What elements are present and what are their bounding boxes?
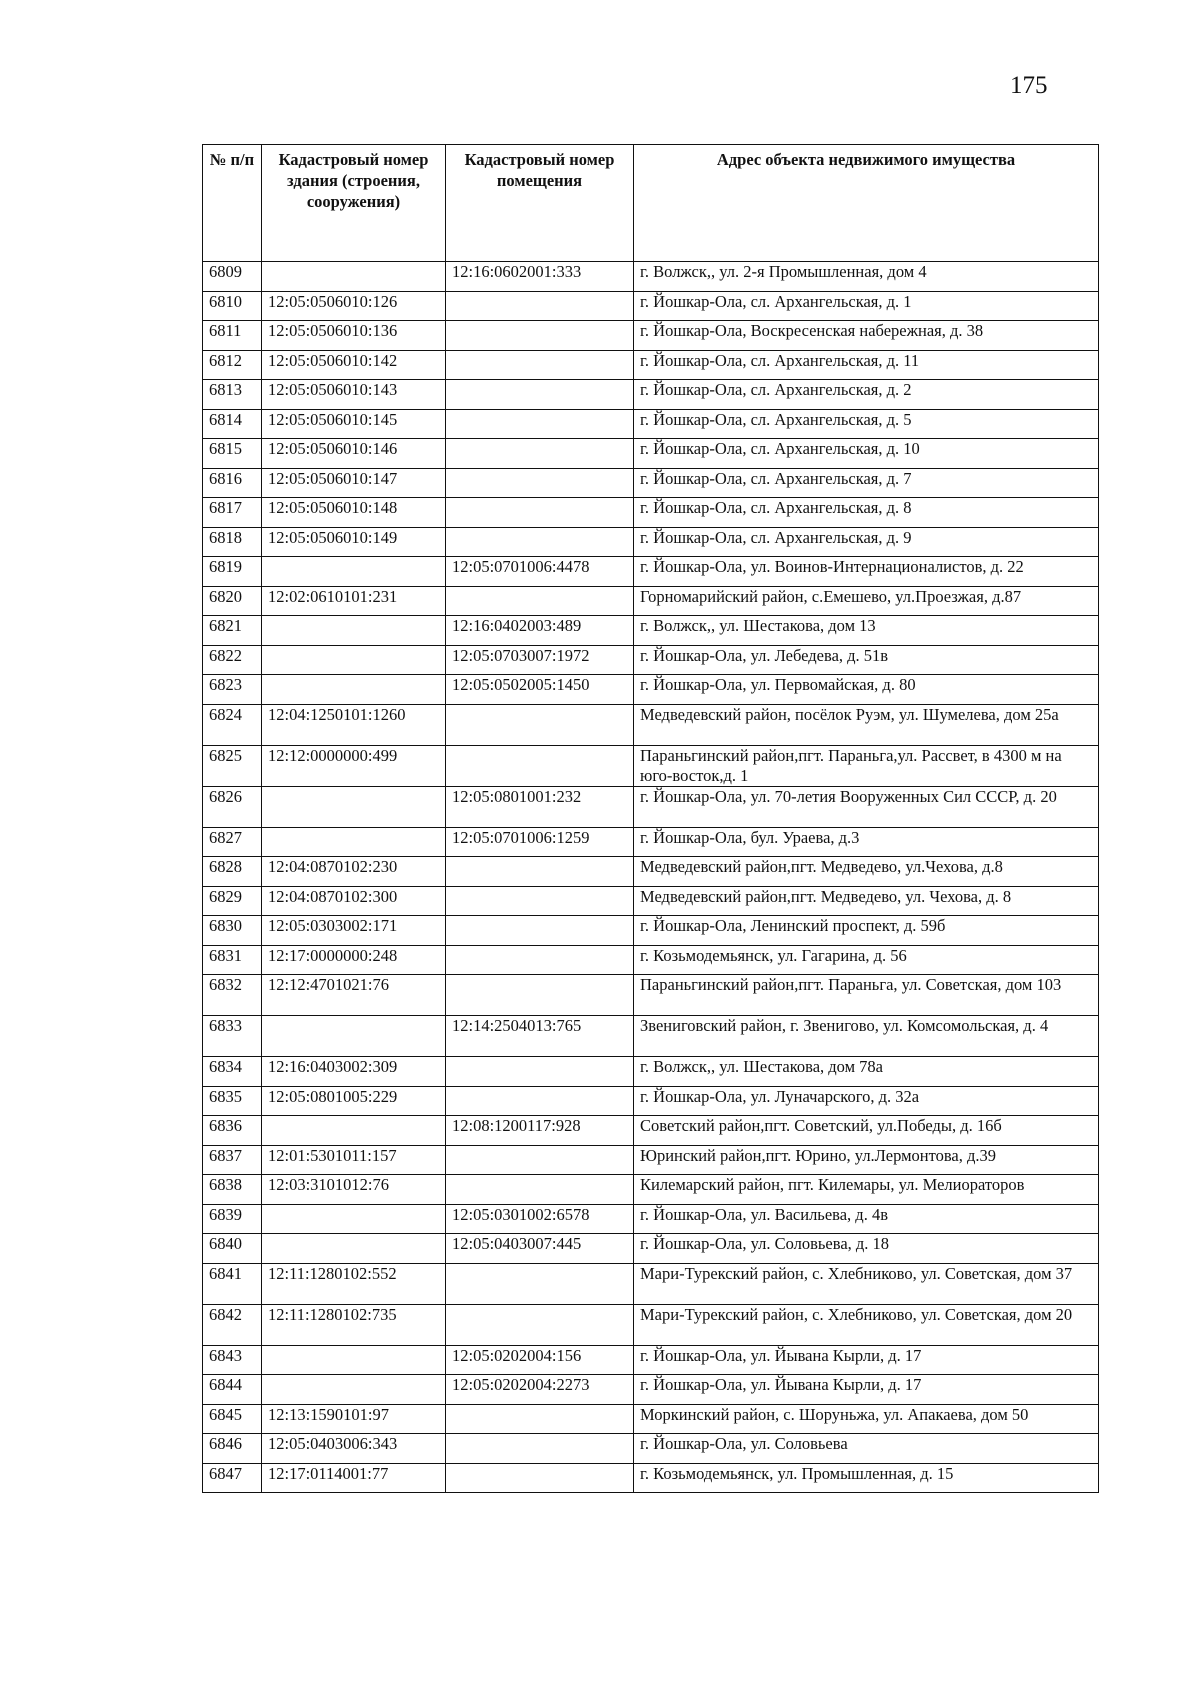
- premise-cadastral-number: 12:05:0301002:6578: [446, 1204, 634, 1234]
- row-number: 6829: [203, 886, 262, 916]
- row-number: 6834: [203, 1057, 262, 1087]
- building-cadastral-number: [262, 645, 446, 675]
- table-row: [203, 586, 1099, 616]
- premise-cadastral-number: 12:05:0701006:1259: [446, 827, 634, 857]
- property-address: г. Йошкар-Ола, ул. Лебедева, д. 51в: [634, 645, 1099, 675]
- row-number: 6847: [203, 1463, 262, 1493]
- building-cadastral-number: [262, 786, 446, 827]
- building-cadastral-number: [262, 1375, 446, 1405]
- premise-cadastral-number: [446, 291, 634, 321]
- table-row: [203, 886, 1099, 916]
- property-address: Мари-Турекский район, с. Хлебниково, ул. Советская, дом 37: [634, 1263, 1099, 1304]
- building-cadastral-number: 12:05:0506010:136: [262, 321, 446, 351]
- property-address: г. Йошкар-Ола, ул. Первомайская, д. 80: [634, 675, 1099, 705]
- premise-cadastral-number: 12:05:0701006:4478: [446, 557, 634, 587]
- premise-cadastral-number: [446, 1086, 634, 1116]
- property-address: Медведевский район, посёлок Руэм, ул. Шумелева, дом 25а: [634, 704, 1099, 745]
- premise-cadastral-number: [446, 1304, 634, 1345]
- building-cadastral-number: 12:05:0506010:148: [262, 498, 446, 528]
- premise-cadastral-number: 12:14:2504013:765: [446, 1016, 634, 1057]
- building-cadastral-number: [262, 1345, 446, 1375]
- property-address: Килемарский район, пгт. Килемары, ул. Мелиораторов: [634, 1175, 1099, 1205]
- row-number: 6833: [203, 1016, 262, 1057]
- premise-cadastral-number: [446, 975, 634, 1016]
- premise-cadastral-number: [446, 1434, 634, 1464]
- table-row: [203, 1204, 1099, 1234]
- property-address: г. Йошкар-Ола, сл. Архангельская, д. 9: [634, 527, 1099, 557]
- property-address: Мари-Турекский район, с. Хлебниково, ул. Советская, дом 20: [634, 1304, 1099, 1345]
- building-cadastral-number: 12:05:0506010:146: [262, 439, 446, 469]
- row-number: 6843: [203, 1345, 262, 1375]
- table-row: [203, 1404, 1099, 1434]
- premise-cadastral-number: [446, 745, 634, 786]
- premise-cadastral-number: 12:16:0402003:489: [446, 616, 634, 646]
- row-number: 6830: [203, 916, 262, 946]
- table-row: [203, 1263, 1099, 1304]
- row-number: 6818: [203, 527, 262, 557]
- table-header: [203, 145, 1099, 262]
- table-row: [203, 291, 1099, 321]
- row-number: 6828: [203, 857, 262, 887]
- row-number: 6840: [203, 1234, 262, 1264]
- building-cadastral-number: 12:17:0114001:77: [262, 1463, 446, 1493]
- table-row: [203, 468, 1099, 498]
- row-number: 6832: [203, 975, 262, 1016]
- table-row: [203, 1016, 1099, 1057]
- building-cadastral-number: 12:02:0610101:231: [262, 586, 446, 616]
- property-address: г. Йошкар-Ола, ул. Васильева, д. 4в: [634, 1204, 1099, 1234]
- property-address: г. Йошкар-Ола, сл. Архангельская, д. 8: [634, 498, 1099, 528]
- premise-cadastral-number: [446, 857, 634, 887]
- row-number: 6844: [203, 1375, 262, 1405]
- table-body: [203, 262, 1099, 1493]
- property-address: г. Йошкар-Ола, сл. Архангельская, д. 1: [634, 291, 1099, 321]
- table-row: [203, 827, 1099, 857]
- property-address: Звениговский район, г. Звенигово, ул. Комсомольская, д. 4: [634, 1016, 1099, 1057]
- building-cadastral-number: [262, 675, 446, 705]
- property-address: г. Козьмодемьянск, ул. Промышленная, д. 15: [634, 1463, 1099, 1493]
- building-cadastral-number: [262, 262, 446, 292]
- building-cadastral-number: 12:11:1280102:552: [262, 1263, 446, 1304]
- premise-cadastral-number: 12:16:0602001:333: [446, 262, 634, 292]
- row-number: 6846: [203, 1434, 262, 1464]
- row-number: 6831: [203, 945, 262, 975]
- table-row: [203, 916, 1099, 946]
- property-address: г. Йошкар-Ола, ул. 70-летия Вооруженных Сил СССР, д. 20: [634, 786, 1099, 827]
- property-address: Горномарийский район, с.Емешево, ул.Проезжая, д.87: [634, 586, 1099, 616]
- table-row: [203, 1463, 1099, 1493]
- row-number: 6838: [203, 1175, 262, 1205]
- table-row: [203, 527, 1099, 557]
- table-row: [203, 1116, 1099, 1146]
- building-cadastral-number: 12:03:3101012:76: [262, 1175, 446, 1205]
- property-address: г. Йошкар-Ола, бул. Ураева, д.3: [634, 827, 1099, 857]
- row-number: 6820: [203, 586, 262, 616]
- property-address: Моркинский район, с. Шоруньжа, ул. Апакаева, дом 50: [634, 1404, 1099, 1434]
- building-cadastral-number: 12:11:1280102:735: [262, 1304, 446, 1345]
- premise-cadastral-number: 12:05:0202004:156: [446, 1345, 634, 1375]
- premise-cadastral-number: [446, 1175, 634, 1205]
- building-cadastral-number: 12:05:0403006:343: [262, 1434, 446, 1464]
- row-number: 6845: [203, 1404, 262, 1434]
- building-cadastral-number: [262, 616, 446, 646]
- premise-cadastral-number: 12:05:0502005:1450: [446, 675, 634, 705]
- row-number: 6826: [203, 786, 262, 827]
- premise-cadastral-number: [446, 1145, 634, 1175]
- building-cadastral-number: 12:04:0870102:230: [262, 857, 446, 887]
- building-cadastral-number: 12:04:0870102:300: [262, 886, 446, 916]
- row-number: 6815: [203, 439, 262, 469]
- premise-cadastral-number: [446, 321, 634, 351]
- table-row: [203, 1057, 1099, 1087]
- table-row: [203, 350, 1099, 380]
- row-number: 6814: [203, 409, 262, 439]
- row-number: 6810: [203, 291, 262, 321]
- property-address: г. Йошкар-Ола, сл. Архангельская, д. 11: [634, 350, 1099, 380]
- building-cadastral-number: [262, 1116, 446, 1146]
- table-row: [203, 1375, 1099, 1405]
- premise-cadastral-number: 12:05:0703007:1972: [446, 645, 634, 675]
- premise-cadastral-number: [446, 945, 634, 975]
- building-cadastral-number: 12:05:0506010:145: [262, 409, 446, 439]
- table-row: [203, 409, 1099, 439]
- building-cadastral-number: [262, 1016, 446, 1057]
- building-cadastral-number: 12:05:0506010:147: [262, 468, 446, 498]
- table-row: [203, 704, 1099, 745]
- premise-cadastral-number: [446, 1463, 634, 1493]
- premise-cadastral-number: [446, 409, 634, 439]
- table-row: [203, 1086, 1099, 1116]
- property-address: г. Йошкар-Ола, сл. Архангельская, д. 7: [634, 468, 1099, 498]
- row-number: 6824: [203, 704, 262, 745]
- property-address: г. Йошкар-Ола, сл. Архангельская, д. 2: [634, 380, 1099, 410]
- header-number: № п/п: [203, 145, 262, 262]
- building-cadastral-number: 12:05:0506010:126: [262, 291, 446, 321]
- table-row: [203, 1234, 1099, 1264]
- premise-cadastral-number: 12:08:1200117:928: [446, 1116, 634, 1146]
- table-row: [203, 857, 1099, 887]
- premise-cadastral-number: 12:05:0403007:445: [446, 1234, 634, 1264]
- premise-cadastral-number: [446, 468, 634, 498]
- row-number: 6825: [203, 745, 262, 786]
- property-address: г. Козьмодемьянск, ул. Гагарина, д. 56: [634, 945, 1099, 975]
- premise-cadastral-number: [446, 704, 634, 745]
- premise-cadastral-number: [446, 1404, 634, 1434]
- table-row: [203, 439, 1099, 469]
- header-address: Адрес объекта недвижимого имущества: [634, 145, 1099, 262]
- building-cadastral-number: 12:05:0801005:229: [262, 1086, 446, 1116]
- building-cadastral-number: 12:05:0506010:143: [262, 380, 446, 410]
- building-cadastral-number: 12:13:1590101:97: [262, 1404, 446, 1434]
- building-cadastral-number: 12:17:0000000:248: [262, 945, 446, 975]
- row-number: 6823: [203, 675, 262, 705]
- row-number: 6822: [203, 645, 262, 675]
- property-address: Медведевский район,пгт. Медведево, ул. Чехова, д. 8: [634, 886, 1099, 916]
- table-row: [203, 616, 1099, 646]
- table-row: [203, 1345, 1099, 1375]
- property-address: г. Йошкар-Ола, ул. Соловьева: [634, 1434, 1099, 1464]
- header-building-cadastral: Кадастровый номер здания (строения, сооружения): [262, 145, 446, 262]
- building-cadastral-number: 12:05:0303002:171: [262, 916, 446, 946]
- property-address: г. Йошкар-Ола, ул. Соловьева, д. 18: [634, 1234, 1099, 1264]
- table-row: [203, 1145, 1099, 1175]
- row-number: 6817: [203, 498, 262, 528]
- premise-cadastral-number: 12:05:0202004:2273: [446, 1375, 634, 1405]
- premise-cadastral-number: [446, 1057, 634, 1087]
- table-row: [203, 786, 1099, 827]
- building-cadastral-number: 12:05:0506010:149: [262, 527, 446, 557]
- property-address: г. Йошкар-Ола, ул. Йывана Кырли, д. 17: [634, 1345, 1099, 1375]
- property-address: г. Йошкар-Ола, Воскресенская набережная, д. 38: [634, 321, 1099, 351]
- table-row: [203, 645, 1099, 675]
- row-number: 6827: [203, 827, 262, 857]
- row-number: 6837: [203, 1145, 262, 1175]
- property-address: г. Йошкар-Ола, ул. Воинов-Интернационалистов, д. 22: [634, 557, 1099, 587]
- row-number: 6811: [203, 321, 262, 351]
- premise-cadastral-number: [446, 527, 634, 557]
- premise-cadastral-number: [446, 380, 634, 410]
- table-row: [203, 557, 1099, 587]
- row-number: 6836: [203, 1116, 262, 1146]
- building-cadastral-number: [262, 1204, 446, 1234]
- header-premise-cadastral: Кадастровый номер помещения: [446, 145, 634, 262]
- building-cadastral-number: 12:05:0506010:142: [262, 350, 446, 380]
- property-address: Параньгинский район,пгт. Параньга,ул. Рассвет, в 4300 м на юго-восток,д. 1: [634, 745, 1099, 786]
- building-cadastral-number: [262, 827, 446, 857]
- row-number: 6821: [203, 616, 262, 646]
- property-address: г. Йошкар-Ола, Ленинский проспект, д. 59б: [634, 916, 1099, 946]
- building-cadastral-number: [262, 1234, 446, 1264]
- property-address: Параньгинский район,пгт. Параньга, ул. Советская, дом 103: [634, 975, 1099, 1016]
- table-row: [203, 675, 1099, 705]
- table-row: [203, 945, 1099, 975]
- row-number: 6839: [203, 1204, 262, 1234]
- table-row: [203, 745, 1099, 786]
- premise-cadastral-number: [446, 886, 634, 916]
- premise-cadastral-number: 12:05:0801001:232: [446, 786, 634, 827]
- table-row: [203, 1434, 1099, 1464]
- building-cadastral-number: 12:16:0403002:309: [262, 1057, 446, 1087]
- table-row: [203, 975, 1099, 1016]
- row-number: 6819: [203, 557, 262, 587]
- property-address: г. Йошкар-Ола, сл. Архангельская, д. 10: [634, 439, 1099, 469]
- row-number: 6835: [203, 1086, 262, 1116]
- property-address: г. Волжск,, ул. Шестакова, дом 13: [634, 616, 1099, 646]
- row-number: 6812: [203, 350, 262, 380]
- building-cadastral-number: 12:12:4701021:76: [262, 975, 446, 1016]
- building-cadastral-number: 12:12:0000000:499: [262, 745, 446, 786]
- property-address: Юринский район,пгт. Юрино, ул.Лермонтова, д.39: [634, 1145, 1099, 1175]
- property-address: г. Волжск,, ул. 2-я Промышленная, дом 4: [634, 262, 1099, 292]
- property-address: Медведевский район,пгт. Медведево, ул.Чехова, д.8: [634, 857, 1099, 887]
- property-address: Советский район,пгт. Советский, ул.Победы, д. 16б: [634, 1116, 1099, 1146]
- row-number: 6809: [203, 262, 262, 292]
- premise-cadastral-number: [446, 586, 634, 616]
- property-address: г. Волжск,, ул. Шестакова, дом 78а: [634, 1057, 1099, 1087]
- premise-cadastral-number: [446, 916, 634, 946]
- premise-cadastral-number: [446, 350, 634, 380]
- premise-cadastral-number: [446, 1263, 634, 1304]
- building-cadastral-number: 12:04:1250101:1260: [262, 704, 446, 745]
- table-row: [203, 1304, 1099, 1345]
- premise-cadastral-number: [446, 498, 634, 528]
- row-number: 6842: [203, 1304, 262, 1345]
- property-registry-table: [202, 144, 1099, 1493]
- property-address: г. Йошкар-Ола, ул. Луначарского, д. 32а: [634, 1086, 1099, 1116]
- table-row: [203, 1175, 1099, 1205]
- row-number: 6816: [203, 468, 262, 498]
- table-row: [203, 380, 1099, 410]
- building-cadastral-number: 12:01:5301011:157: [262, 1145, 446, 1175]
- premise-cadastral-number: [446, 439, 634, 469]
- row-number: 6813: [203, 380, 262, 410]
- table-row: [203, 498, 1099, 528]
- building-cadastral-number: [262, 557, 446, 587]
- property-address: г. Йошкар-Ола, ул. Йывана Кырли, д. 17: [634, 1375, 1099, 1405]
- row-number: 6841: [203, 1263, 262, 1304]
- table-row: [203, 262, 1099, 292]
- header-row: [203, 145, 1099, 262]
- property-address: г. Йошкар-Ола, сл. Архангельская, д. 5: [634, 409, 1099, 439]
- page-number: 175: [1010, 72, 1048, 99]
- table-row: [203, 321, 1099, 351]
